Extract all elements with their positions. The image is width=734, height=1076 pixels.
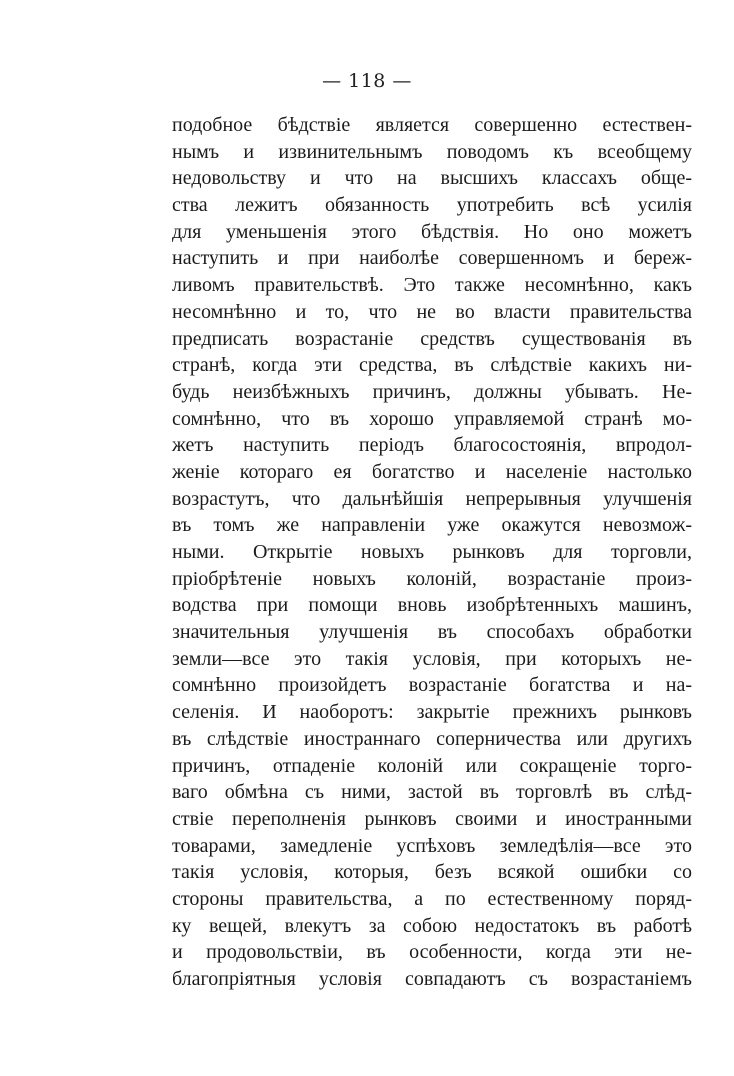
- text-line: возрастутъ, что дальнѣйшія непрерывныя улучшенія: [172, 487, 692, 510]
- text-line: товарами, замедленіе успѣховъ земледѣлія—все это: [172, 834, 692, 857]
- text-line: женіе котораго ея богатство и населеніе настолько: [172, 460, 692, 483]
- text-line: благопріятныя условія совпадаютъ съ возрастаніемъ: [172, 968, 692, 990]
- text-line: ку вещей, влекутъ за собою недостатокъ въ работѣ: [172, 914, 692, 937]
- text-line: причинъ, отпаденіе колоній или сокращеніе торго-: [172, 754, 692, 777]
- text-line: водства при помощи вновь изобрѣтенныхъ машинъ,: [172, 594, 692, 617]
- text-line: будь неизбѣжныхъ причинъ, должны убывать. Не-: [172, 380, 692, 403]
- text-line: такія условія, которыя, безъ всякой ошибки со: [172, 861, 692, 884]
- text-line: ствіе переполненія рынковъ своими и иностранными: [172, 807, 692, 830]
- text-line: нымъ и извинительнымъ поводомъ къ всеобщему: [172, 140, 692, 163]
- text-line: сомнѣнно, что въ хорошо управляемой странѣ мо-: [172, 407, 692, 430]
- body-text: [172, 112, 692, 993]
- text-line: стороны правительства, а по естественному поряд-: [172, 887, 692, 910]
- text-line: несомнѣнно и то, что не во власти правительства: [172, 300, 692, 323]
- page-number: — 118 —: [322, 70, 412, 92]
- text-line: для уменьшенія этого бѣдствія. Но оно можетъ: [172, 220, 692, 243]
- text-line: сомнѣнно произойдетъ возрастаніе богатства и на-: [172, 674, 692, 697]
- text-line: ваго обмѣна съ ними, застой въ торговлѣ въ слѣд-: [172, 781, 692, 804]
- text-line: земли—все это такія условія, при которыхъ не-: [172, 647, 692, 670]
- text-line: жетъ наступить періодъ благосостоянія, впродол-: [172, 434, 692, 457]
- text-line: пріобрѣтеніе новыхъ колоній, возрастаніе произ-: [172, 567, 692, 590]
- text-line: подобное бѣдствіе является совершенно естествен-: [172, 114, 692, 136]
- text-line: ливомъ правительствѣ. Это также несомнѣнно, какъ: [172, 274, 692, 297]
- text-line: ными. Открытіе новыхъ рынковъ для торговли,: [172, 541, 692, 563]
- text-line: значительныя улучшенія въ способахъ обработки: [172, 621, 692, 644]
- text-line: наступить и при наиболѣе совершенномъ и береж-: [172, 247, 692, 270]
- text-line: ства лежитъ обязанность употребить всѣ усилія: [172, 194, 692, 217]
- text-line: селенія. И наоборотъ: закрытіе прежнихъ рынковъ: [172, 701, 692, 724]
- text-line: и продовольствіи, въ особенности, когда эти не-: [172, 941, 692, 964]
- text-line: въ томъ же направленіи уже окажутся невозмож-: [172, 514, 692, 537]
- text-line: предписать возрастаніе средствъ существованія въ: [172, 327, 692, 350]
- text-line: въ слѣдствіе иностраннаго соперничества или другихъ: [172, 727, 692, 750]
- text-line: странѣ, когда эти средства, въ слѣдствіе какихъ ни-: [172, 354, 692, 377]
- text-line: недовольству и что на высшихъ классахъ обще-: [172, 167, 692, 190]
